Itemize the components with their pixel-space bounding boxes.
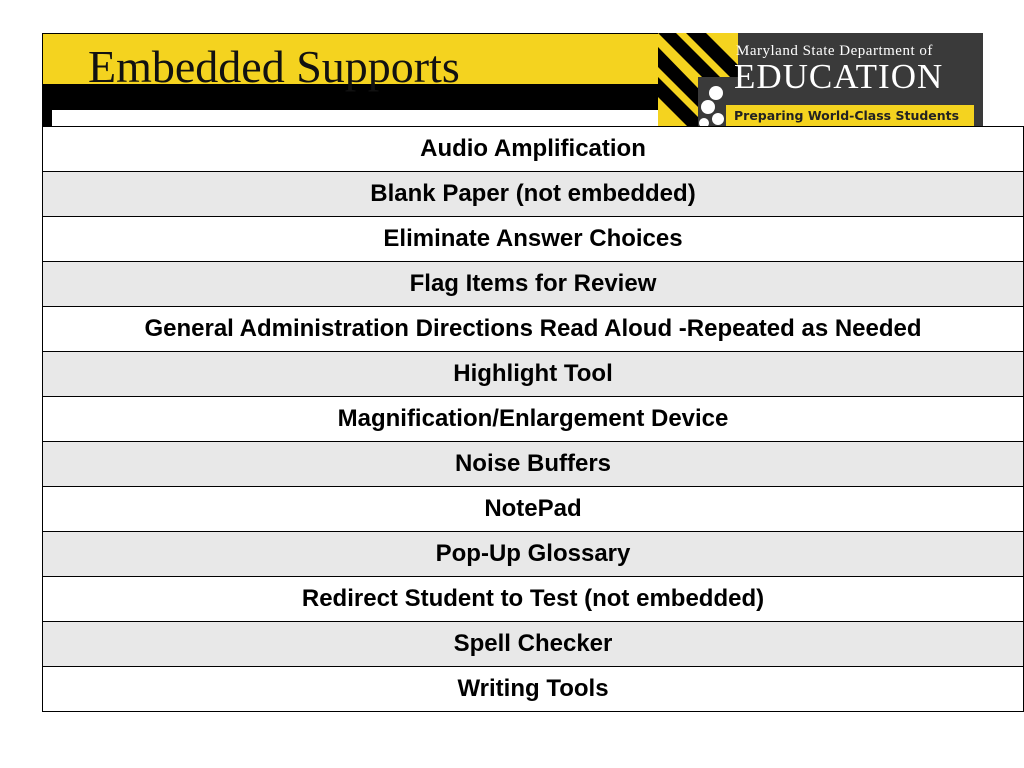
support-cell: Pop-Up Glossary (43, 532, 1024, 577)
table-row (43, 172, 1024, 217)
table-row (43, 442, 1024, 487)
support-cell: Noise Buffers (43, 442, 1024, 487)
msde-logo (658, 33, 983, 129)
table-row (43, 622, 1024, 667)
support-cell: Writing Tools (43, 667, 1024, 712)
support-cell: Eliminate Answer Choices (43, 217, 1024, 262)
table-row (43, 487, 1024, 532)
support-cell: Blank Paper (not embedded) (43, 172, 1024, 217)
support-cell: Flag Items for Review (43, 262, 1024, 307)
slide-title: Embedded Supports (88, 41, 460, 92)
support-cell: Audio Amplification (43, 127, 1024, 172)
logo-agency-name: Maryland State Department of (736, 43, 933, 59)
table-row (43, 577, 1024, 622)
table-row (43, 307, 1024, 352)
table-row (43, 127, 1024, 172)
support-cell: Highlight Tool (43, 352, 1024, 397)
support-cell: Redirect Student to Test (not embedded) (43, 577, 1024, 622)
support-cell: Spell Checker (43, 622, 1024, 667)
support-cell: General Administration Directions Read Aloud -Repeated as Needed (43, 307, 1024, 352)
support-cell: Magnification/Enlargement Device (43, 397, 1024, 442)
table-row (43, 532, 1024, 577)
logo-tagline: Preparing World-Class Students (734, 108, 960, 123)
table-row (43, 667, 1024, 712)
support-cell: NotePad (43, 487, 1024, 532)
table-row (43, 262, 1024, 307)
logo-education: EDUCATION (734, 57, 944, 96)
logo-tagline-bar (726, 105, 974, 127)
table-row (43, 352, 1024, 397)
supports-table (42, 126, 1024, 712)
table-row (43, 217, 1024, 262)
table-row (43, 397, 1024, 442)
